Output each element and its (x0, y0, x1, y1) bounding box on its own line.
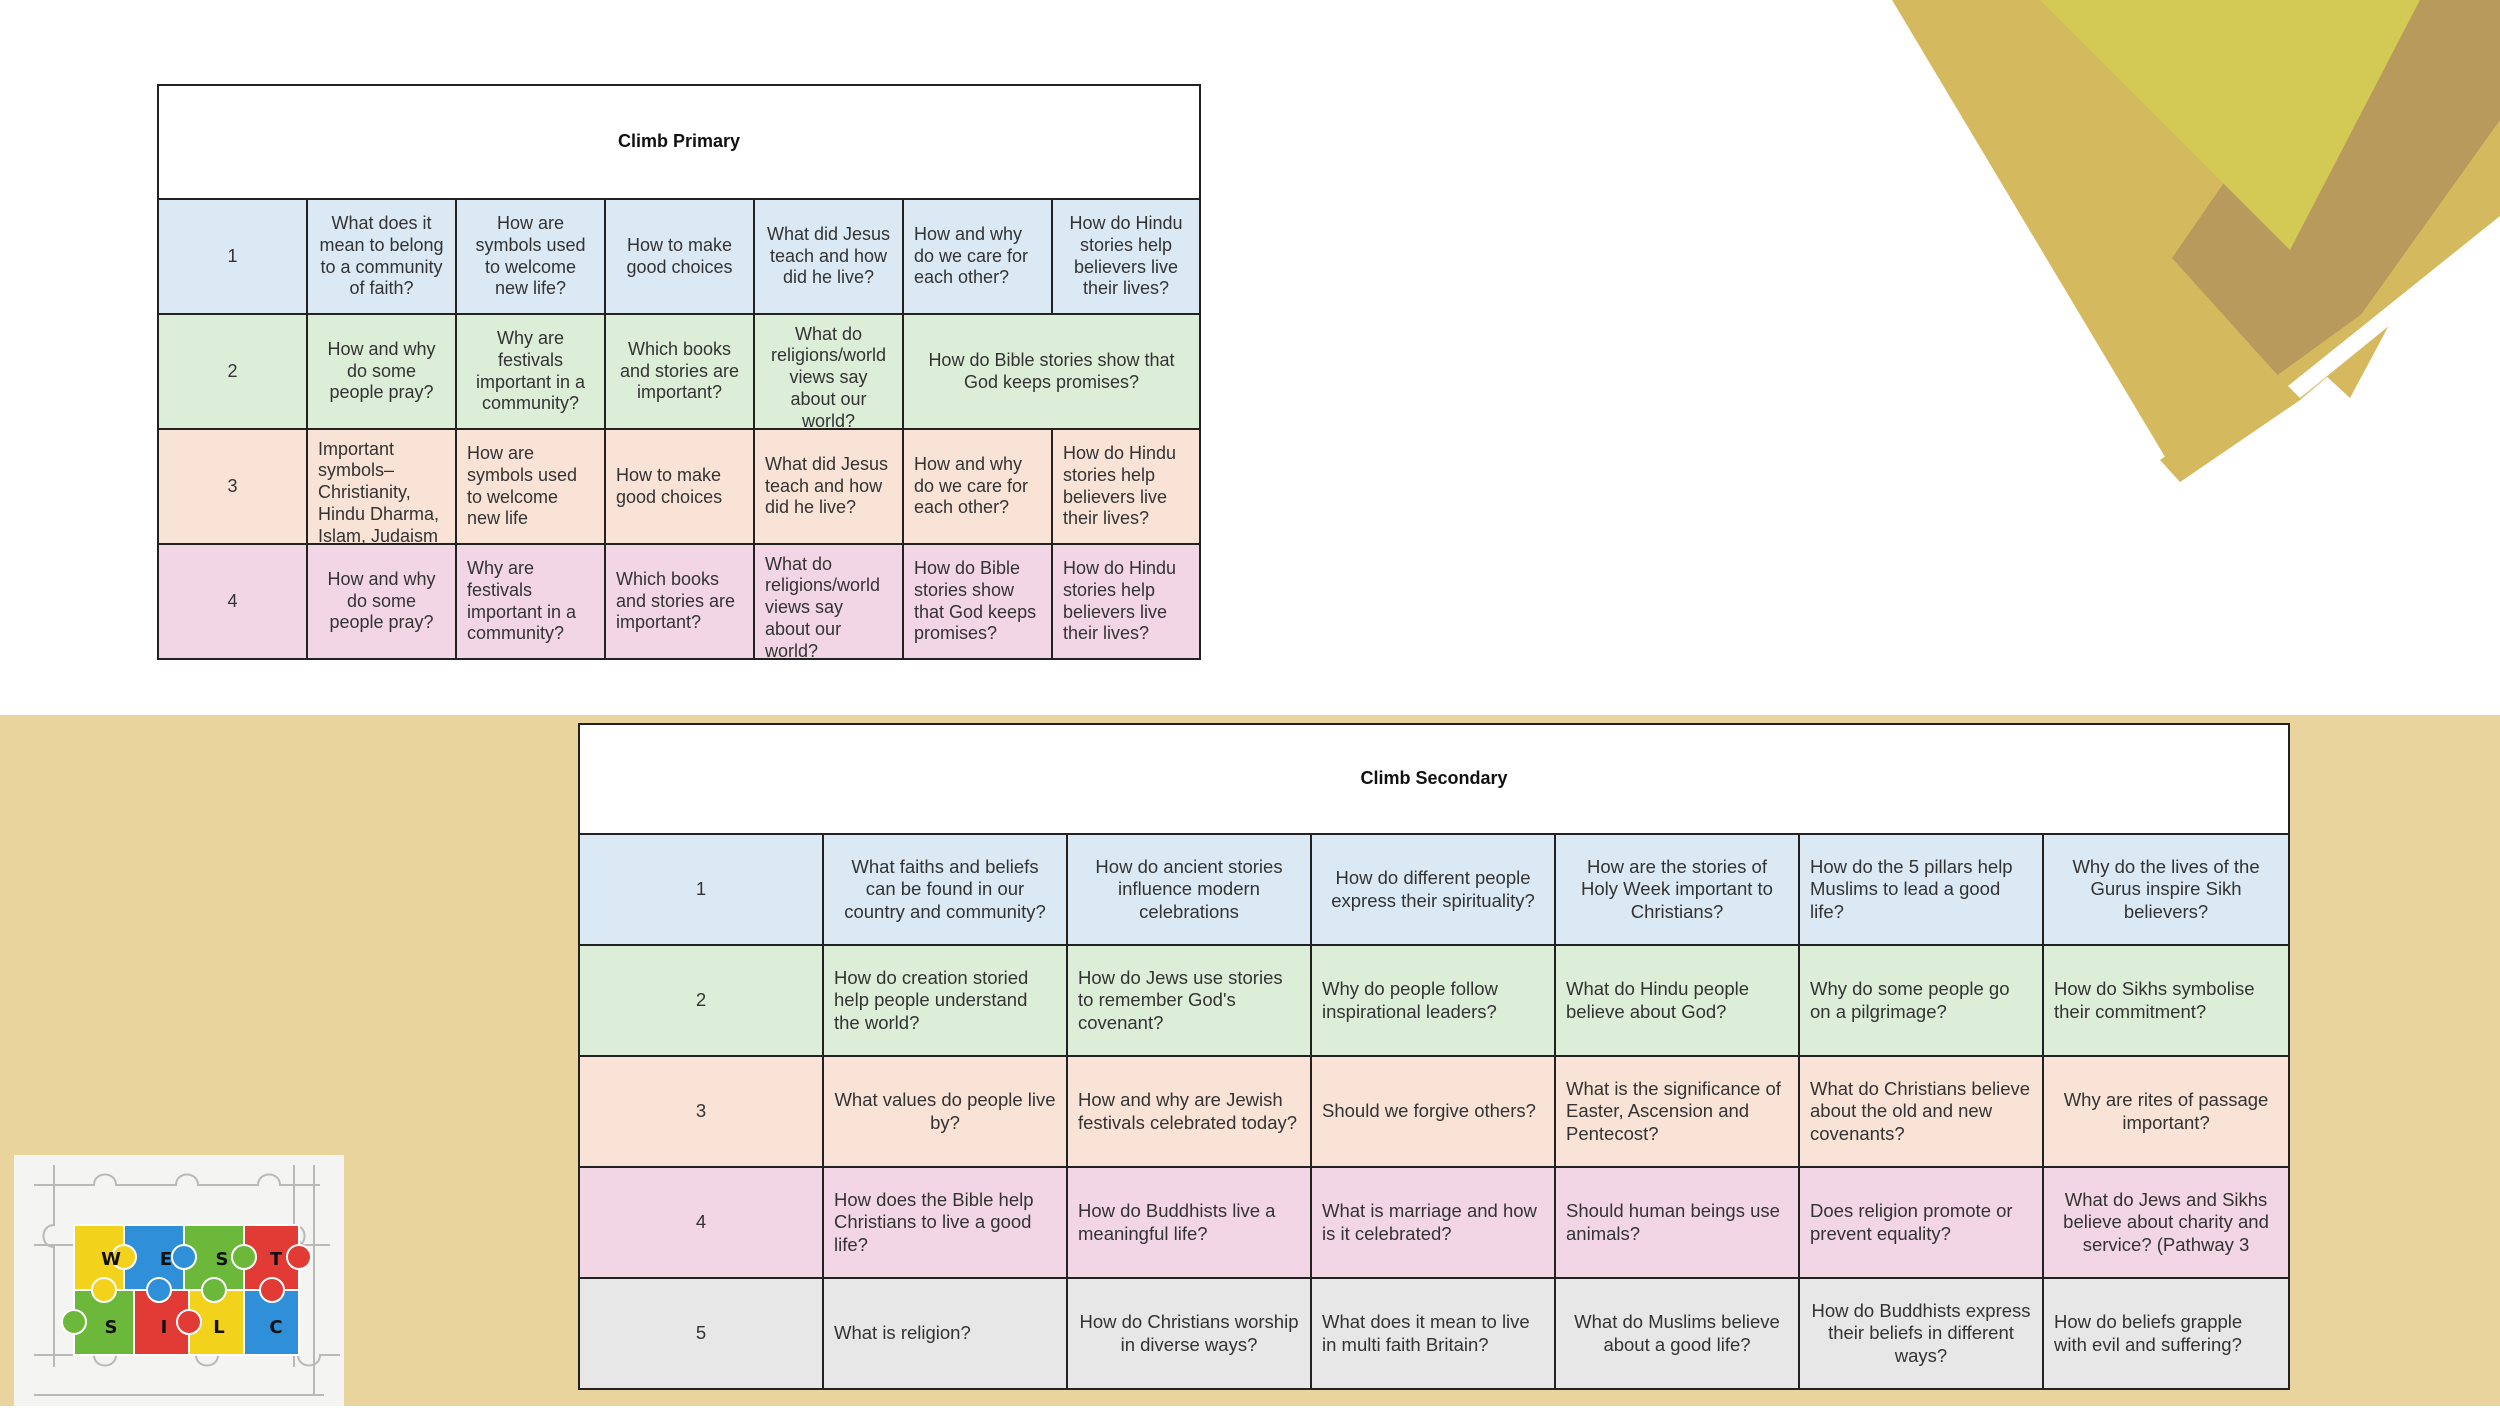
unit-cell: Which books and stories are important? (616, 568, 736, 633)
unit-cell: How do Hindu stories help believers live their lives? (1063, 557, 1177, 644)
unit-cell: What does it mean to belong to a community of faith? (319, 212, 444, 299)
logo-letter: T (269, 1249, 283, 1270)
unit-cell: Why are festivals important in a community? (475, 327, 586, 414)
secondary-row-5 (579, 1278, 2289, 1389)
unit-cell: How do Bible stories show that God keeps promises? (914, 557, 1037, 644)
unit-cell: What do Muslims believe about a good life? (1574, 1310, 1780, 1355)
unit-cell: What did Jesus teach and how did he live? (765, 453, 889, 518)
unit-cell: What is religion? (834, 1322, 971, 1344)
primary-title: Climb Primary (158, 85, 1200, 199)
climb-primary-table (157, 84, 1201, 660)
unit-cell: How do Sikhs symbolise their commitment? (2054, 977, 2255, 1022)
logo-letter: W (101, 1249, 121, 1270)
unit-cell: How do Christians worship in diverse ways? (1079, 1310, 1299, 1355)
unit-cell: How do Hindu stories help believers live their lives? (1063, 442, 1177, 529)
unit-cell: What did Jesus teach and how did he live? (766, 223, 891, 288)
row-number: 5 (579, 1278, 823, 1389)
row-number: 4 (158, 544, 307, 659)
row-number: 1 (158, 199, 307, 314)
unit-cell: How and why do we care for each other? (914, 453, 1029, 518)
climb-secondary-table (578, 723, 2290, 1390)
unit-cell: What is marriage and how is it celebrated? (1322, 1199, 1537, 1244)
primary-row-3 (158, 429, 1200, 544)
unit-cell: What do Christians believe about the old and new covenants? (1810, 1077, 2031, 1144)
secondary-title: Climb Secondary (579, 724, 2289, 834)
unit-cell: Should human beings use animals? (1566, 1199, 1780, 1244)
row-number: 2 (579, 945, 823, 1056)
unit-cell: How do ancient stories influence modern celebrations (1095, 855, 1283, 922)
row-number: 2 (158, 314, 307, 429)
puzzle-logo-icon (14, 1155, 344, 1406)
unit-cell: Why are festivals important in a community? (467, 557, 577, 644)
unit-cell: How do Buddhists express their beliefs in different ways? (1811, 1299, 2031, 1366)
unit-cell: How to make good choices (626, 234, 733, 277)
unit-cell: Which books and stories are important? (619, 338, 740, 403)
unit-cell: Should we forgive others? (1322, 1100, 1536, 1122)
unit-cell: What do Hindu people believe about God? (1566, 977, 1750, 1022)
decorative-triangles (1880, 0, 2500, 490)
logo-letter: C (269, 1317, 283, 1338)
primary-row-2 (158, 314, 1200, 429)
secondary-row-4 (579, 1167, 2289, 1278)
unit-cell: Why do people follow inspirational leaders? (1322, 977, 1498, 1022)
unit-cell: What does it mean to live in multi faith Britain? (1322, 1310, 1530, 1355)
secondary-row-2 (579, 945, 2289, 1056)
logo-letter: S (215, 1249, 229, 1270)
unit-cell: What values do people live by? (834, 1088, 1056, 1133)
unit-cell: How are symbols used to welcome new life? (475, 212, 586, 299)
unit-cell: Does religion promote or prevent equality? (1810, 1199, 2013, 1244)
unit-cell: What is the significance of Easter, Ascension and Pentecost? (1566, 1077, 1781, 1144)
unit-cell: How does the Bible help Christians to live a good life? (834, 1188, 1034, 1255)
unit-cell: What do religions/world views say about our world? (770, 323, 887, 432)
unit-cell: How do Hindu stories help believers live their lives? (1069, 212, 1183, 299)
unit-cell: How do the 5 pillars help Muslims to lead a good life? (1810, 855, 2013, 922)
unit-cell: Why do the lives of the Gurus inspire Sikh believers? (2072, 855, 2260, 922)
row-number: 3 (158, 429, 307, 544)
unit-cell: How do Bible stories show that God keeps promises? (928, 349, 1175, 392)
unit-cell: Important symbols– Christianity, Hindu Dharma, Islam, Judaism (318, 438, 440, 547)
secondary-row-1 (579, 834, 2289, 945)
logo-letter: I (160, 1317, 168, 1338)
unit-cell: How and why do we care for each other? (914, 223, 1029, 288)
logo-letter: L (213, 1317, 225, 1338)
unit-cell: How are the stories of Holy Week important to Christians? (1581, 855, 1773, 922)
logo-letter: E (159, 1249, 173, 1270)
row-number: 4 (579, 1167, 823, 1278)
primary-row-4 (158, 544, 1200, 659)
unit-cell: Why are rites of passage important? (2063, 1088, 2269, 1133)
unit-cell: How are symbols used to welcome new life (467, 442, 578, 529)
unit-cell: How do different people express their spirituality? (1331, 866, 1535, 911)
unit-cell: How and why do some people pray? (327, 338, 436, 403)
unit-cell: How to make good choices (616, 464, 723, 507)
unit-cell: How do beliefs grapple with evil and suffering? (2054, 1310, 2243, 1355)
unit-cell: How do Jews use stories to remember God's covenant? (1078, 966, 1283, 1033)
unit-cell: Why do some people go on a pilgrimage? (1810, 977, 2010, 1022)
row-number: 1 (579, 834, 823, 945)
logo-letter: S (104, 1317, 118, 1338)
unit-cell: What do Jews and Sikhs believe about charity and service? (Pathway 3 (2063, 1188, 2269, 1255)
unit-cell: How and why are Jewish festivals celebrated today? (1078, 1088, 1298, 1133)
puzzle-logo (14, 1155, 344, 1406)
row-number: 3 (579, 1056, 823, 1167)
primary-row-1 (158, 199, 1200, 314)
unit-cell: How and why do some people pray? (327, 568, 436, 633)
unit-cell: What do religions/world views say about our world? (765, 553, 881, 662)
unit-cell: What faiths and beliefs can be found in our country and community? (844, 855, 1046, 922)
unit-cell: How do Buddhists live a meaningful life? (1078, 1199, 1276, 1244)
secondary-row-3 (579, 1056, 2289, 1167)
unit-cell: How do creation storied help people understand the world? (834, 966, 1029, 1033)
